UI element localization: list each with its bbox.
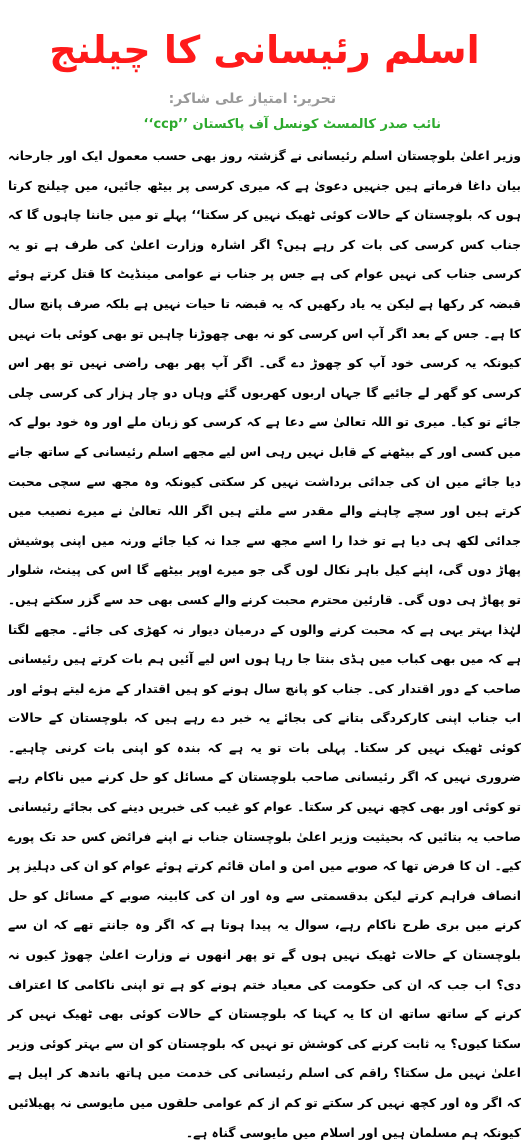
article-title: اسلم رئیسانی کا چیلنج (49, 28, 480, 72)
author-byline: تحریر: امتیاز علی شاکر: (168, 91, 336, 107)
article-body: وزیر اعلیٰ بلوچستان اسلم رئیسانی نے گزشتہ روز بھی حسب معمول ایک اور جارحانہ بیان داغا فرماتے ہیں جنہیں دعویٰ ہے کہ میری کرسی پر بیٹھ جائیں، میں چیلنج کرتا ہوں کہ بلوچستان کے حالات کوئی ٹھیک نہیں کر سکتا‘‘ پہلے تو میں جاننا چاہوں گا کہ جناب کس کرسی کی بات کر رہے ہیں؟ اگر اشارہ وزارت اعلیٰ کی طرف ہے تو یہ کرسی جناب کی نہیں عوام کی ہے جس پر جناب نے عوامی مینڈیٹ کا قتل کرتے ہوئے قبضہ کر رکھا ہے لیکن یہ یاد رکھیں کہ یہ قبضہ تا حیات نہیں ہے بلکہ صرف پانچ سال کا ہے۔ جس کے بعد اگر آپ اس کرسی کو نہ بھی چھوڑنا چاہیں تو بھی کوئی بات نہیں کیونکہ یہ کرسی خود آپ کو چھوڑ دے گی۔ اگر آپ پھر بھی راضی نہیں تو پھر اس کرسی کو گھر لے جائیے گا جہاں اربوں کھربوں گئے وہاں دو چار ہزار کی کرسی چلی جائے تو کیا۔ میری تو اللہ تعالیٰ سے دعا ہے کہ کرسی کو زبان ملے اور وہ خود بولے کہ میں کسی اور کے بیٹھنے کے قابل نہیں رہی اس لیے مجھے اسلم رئیسانی کے ساتھ جانے دیا جائے میں ان کی جدائی برداشت نہیں کر سکتی کیونکہ وہ مجھ سے سچی محبت کرتے ہیں اور سچے چاہنے والے مقدر سے ملتے ہیں اگر اللہ تعالیٰ نے میرے نصیب میں جدائی لکھ ہی دیا ہے تو خدا را اسے مجھ سے جدا نہ کیا جائے ورنہ میں اپنی پوشیش پھاڑ دوں گی، اپنے کیل باہر نکال لوں گی جو میرے اوپر بیٹھے گا اس کی پینٹ، شلوار تو پھاڑ ہی دوں گی۔ قارئین محترم محبت کرنے والے کسی بھی حد سے گزر سکتے ہیں۔ لہٰذا بہتر یہی ہے کہ محبت کرنے والوں کے درمیان دیوار نہ کھڑی کی جائے۔ مجھے لگتا ہے کہ میں بھی کباب میں ہڈی بنتا جا رہا ہوں اس لیے آئیں ہم بات کرتے ہیں رئیسانی صاحب کے دور اقتدار کی۔ جناب کو پانچ سال ہونے کو ہیں اقتدار کے مزے لیتے ہوئے اور اب جناب اپنی کارکردگی بتانے کی بجائے یہ خبر دے رہے ہیں کہ بلوچستان کے حالات کوئی ٹھیک نہیں کر سکتا۔ پہلی بات تو یہ ہے کہ بندہ کو اپنی بات کرنی چاہیے۔ ضروری نہیں کہ اگر رئیسانی صاحب بلوچستان کے مسائل کو حل کرنے میں ناکام رہے تو کوئی اور بھی کچھ نہیں کر سکتا۔ عوام کو غیب کی خبریں دینے کی بجائے رئیسانی صاحب یہ بتائیں کہ بحیثیت وزیر اعلیٰ بلوچستان جناب نے اپنے فرائض کس حد تک پورے کیے۔ ان کا فرض تھا کہ صوبے میں امن و امان قائم کرتے ہوئے عوام کو ان کی دہلیز پر انصاف فراہم کرتے لیکن بدقسمتی سے وہ اور ان کی کابینہ صوبے کے مسائل کو حل کرنے میں بری طرح ناکام رہے، سوال یہ پیدا ہوتا ہے کہ اگر وہ جانتے تھے کہ ان سے بلوچستان کے حالات ٹھیک نہیں ہوں گے تو پھر انھوں نے وزارت اعلیٰ چھوڑ کیوں نہ دی؟ اب جب کہ ان کی حکومت کی معیاد ختم ہونے کو ہے تو اپنی ناکامی کا اعتراف کرنے کے ساتھ ساتھ ان کا یہ کہنا کہ بلوچستان کے حالات کوئی بھی ٹھیک نہیں کر سکتا کیوں؟ یہ ثابت کرنے کی کوشش تو نہیں کہ بلوچستان کو ان سے بہتر کوئی وزیر اعلیٰ نہیں مل سکتا؟ راقم کی اسلم رئیسانی کی خدمت میں ہاتھ باندھ کر اپیل ہے کہ اگر وہ اور کچھ نہیں کر سکتے تو کم از کم عوامی حلقوں میں مایوسی نہ پھیلائیں کیونکہ ہم مسلمان ہیں اور اسلام میں مایوسی گناہ ہے۔ (8, 149, 521, 1140)
author-designation: نائب صدر کالمسٹ کونسل آف پاکستان ’’ccp‘‘ (143, 117, 441, 132)
article-page (0, 20, 529, 1140)
